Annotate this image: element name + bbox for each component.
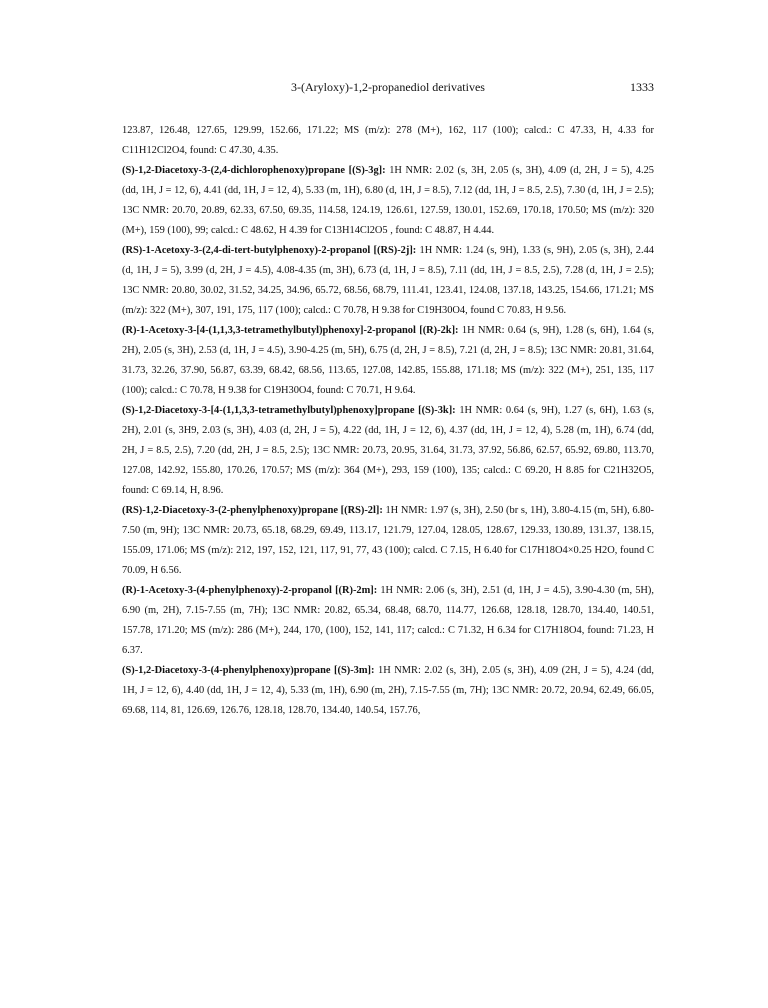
compound-entry bbox=[122, 401, 654, 501]
page-body bbox=[122, 121, 654, 721]
compound-data: 1H NMR: 0.64 (s, 9H), 1.27 (s, 6H), 1.63 (s, 2H), 2.01 (s, 3H9, 2.03 (s, 3H), 4.03 (d, 2H, J = 5), 4.22 (dd, 1H, J = 12, 6), 4.37 (dd, 1H, J = 12, 4), 5.28 (m, 1H), 6.74 (dd, 2H, J = 8.5, 2.5), 7.20 (dd, 2H, J = 8.5, 2.5); 13C NMR: 20.73, 20.95, 31.64, 31.73, 37.92, 56.86, 62.57, 65.92, 69.80, 113.70, 127.08, 142.92, 155.80, 170.26, 170.57; MS (m/z): 364 (M+), 293, 159 (100), 135; calcd.: C 69.20, H 8.85 for C21H32O5, found: C 69.14, H, 8.96. bbox=[122, 405, 654, 496]
compound-data: 1H NMR: 2.02 (s, 3H, 2.05 (s, 3H), 4.09 (d, 2H, J = 5), 4.25 (dd, 1H, J = 12, 6), 4.41 (dd, 1H, J = 12, 4), 5.33 (m, 1H), 6.80 (d, 1H, J = 8.5), 7.12 (dd, 1H, J = 8.5, 2.5), 7.30 (d, 1H, J = 2.5); 13C NMR: 20.70, 20.89, 62.33, 67.50, 69.35, 114.58, 124.19, 126.61, 127.59, 130.01, 152.69, 170.18, 170.50; MS (m/z): 320 (M+), 159 (100), 99; calcd.: C 48.62, H 4.39 for C13H14Cl2O5 , found: C 48.87, H 4.44. bbox=[122, 165, 655, 236]
compound-name: (S)-1,2-Diacetoxy-3-(4-phenylphenoxy)propane [(S)-3m]: bbox=[122, 665, 375, 676]
compound-name: (RS)-1-Acetoxy-3-(2,4-di-tert-butylphenoxy)-2-propanol [(RS)-2j]: bbox=[122, 245, 417, 256]
compound-data: 1H NMR: 1.24 (s, 9H), 1.33 (s, 9H), 2.05 (s, 3H), 2.44 (d, 1H, J = 5), 3.99 (d, 2H, J = 4.5), 4.08-4.35 (m, 3H), 6.73 (d, 1H, J = 8.5), 7.11 (dd, 1H, J = 8.5, 2.5), 7.28 (d, 1H, J = 2.5); 13C NMR: 20.80, 30.02, 31.52, 34.25, 34.96, 65.72, 68.56, 68.79, 111.41, 123.41, 124.08, 137.18, 143.25, 154.66, 171.21; MS (m/z): 322 (M+), 307, 191, 175, 117 (100); calcd.: C 70.78, H 9.38 for C19H30O4, found C 70.83, H 9.56. bbox=[122, 245, 654, 316]
compound-name: (S)-1,2-Diacetoxy-3-(2,4-dichlorophenoxy)propane [(S)-3g]: bbox=[122, 165, 386, 176]
continued-paragraph: 123.87, 126.48, 127.65, 129.99, 152.66, 171.22; MS (m/z): 278 (M+), 162, 117 (100); calcd.: C 47.33, H, 4.33 for C11H12Cl2O4, found: C 47.30, 4.35. bbox=[122, 125, 654, 156]
compound-entry bbox=[122, 661, 654, 721]
compound-entry bbox=[122, 501, 654, 581]
compound-data: 1H NMR: 0.64 (s, 9H), 1.28 (s, 6H), 1.64 (s, 2H), 2.05 (s, 3H), 2.53 (d, 1H, J = 4.5), 3.90-4.25 (m, 5H), 6.75 (d, 2H, J = 8.5), 7.21 (d, 2H, J = 8.5); 13C NMR: 20.81, 31.64, 31.73, 32.26, 37.90, 56.87, 63.39, 68.42, 68.56, 113.65, 127.08, 142.85, 155.88, 171.18; MS (m/z): 322 (M+), 251, 135, 117 (100); calcd.: C 70.78, H 9.38 for C19H30O4, found: C 70.71, H 9.64. bbox=[122, 325, 654, 396]
compound-name: (S)-1,2-Diacetoxy-3-[4-(1,1,3,3-tetramethylbutyl)phenoxy]propane [(S)-3k]: bbox=[122, 405, 456, 416]
running-header bbox=[122, 80, 654, 100]
compound-entry bbox=[122, 321, 654, 401]
compound-entry bbox=[122, 161, 654, 241]
running-title: 3-(Aryloxy)-1,2-propanediol derivatives bbox=[291, 80, 485, 94]
page-number: 1333 bbox=[630, 80, 654, 94]
compound-name: (RS)-1,2-Diacetoxy-3-(2-phenylphenoxy)propane [(RS)-2l]: bbox=[122, 505, 383, 516]
compound-name: (R)-1-Acetoxy-3-(4-phenylphenoxy)-2-propanol [(R)-2m]: bbox=[122, 585, 378, 596]
compound-name: (R)-1-Acetoxy-3-[4-(1,1,3,3-tetramethylbutyl)phenoxy]-2-propanol [(R)-2k]: bbox=[122, 325, 459, 336]
compound-entry bbox=[122, 581, 654, 661]
compound-entry bbox=[122, 241, 654, 321]
compound-data: 1H NMR: 2.02 (s, 3H), 2.05 (s, 3H), 4.09 (2H, J = 5), 4.24 (dd, 1H, J = 12, 6), 4.40 (dd, 1H, J = 12, 4), 5.33 (m, 1H), 6.90 (m, 2H), 7.15-7.55 (m, 7H); 13C NMR: 20.72, 20.94, 62.49, 66.05, 69.68, 114, 81, 126.69, 126.76, 128.18, 128.70, 134.40, 140.54, 157.76, bbox=[122, 665, 654, 716]
compound-data: 1H NMR: 1.97 (s, 3H), 2.50 (br s, 1H), 3.80-4.15 (m, 5H), 6.80-7.50 (m, 9H); 13C NMR: 20.73, 65.18, 68.29, 69.49, 113.17, 121.79, 127.04, 128.05, 128.67, 129.33, 130.89, 131.37, 138.15, 155.09, 171.06; MS (m/z): 212, 197, 152, 121, 117, 91, 77, 43 (100); calcd. C 7.15, H 6.40 for C17H18O4×0.25 H2O, found C 70.09, H 6.56. bbox=[122, 505, 654, 576]
compound-data: 1H NMR: 2.06 (s, 3H), 2.51 (d, 1H, J = 4.5), 3.90-4.30 (m, 5H), 6.90 (m, 2H), 7.15-7.55 (m, 7H); 13C NMR: 20.82, 65.34, 68.48, 68.70, 114.77, 126.68, 128.18, 128.70, 134.40, 140.51, 157.78, 171.20; MS (m/z): 286 (M+), 244, 170, (100), 152, 141, 117; calcd.: C 71.32, H 6.34 for C17H18O4, found: 71.23, H 6.37. bbox=[122, 585, 654, 656]
